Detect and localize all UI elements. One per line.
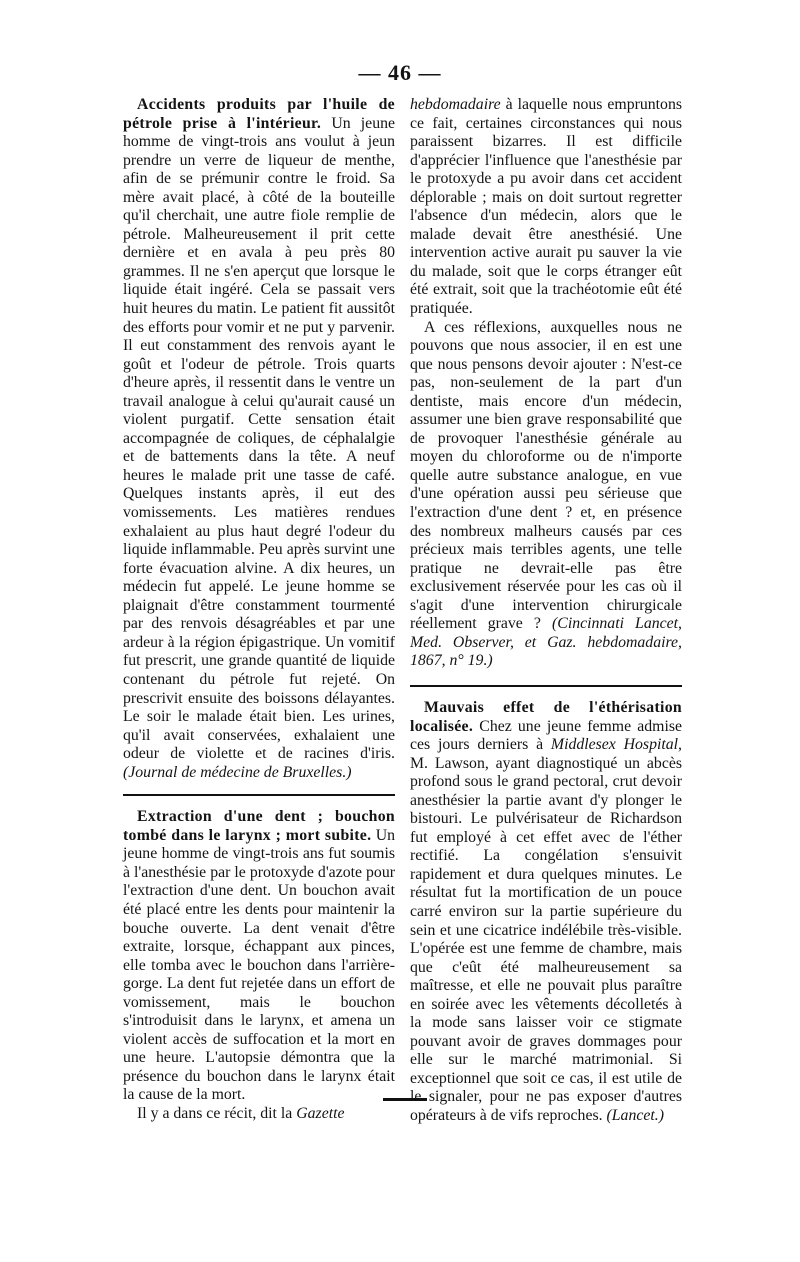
continuation-text: à laquelle nous empruntons ce fait, certaines circonstances qui nous paraissent bizarres. Il est difficile d'apprécier l'influence que l'anesthésie par le protoxyde a pu avoir dans cet accident déplorable ; mais on doit surtout regretter l'absence d'un médecin, alors que le malade devait être anesthésié. Une intervention active aurait pu sauver la vie du malade, soit que le corps étranger eût été extrait, soit que la trachéotomie eût été pratiquée. <box>410 96 682 318</box>
page-number: — 46 — <box>358 60 442 85</box>
continuation-journal: hebdomadaire <box>410 96 501 113</box>
section-divider <box>123 794 395 796</box>
article-body: M. Lawson, ayant diagnostiqué un abcès profond sous le grand pectoral, crut devoir anesthésier la partie avant d'y plonger le bistouri. Le pulvérisateur de Richardson fut employé à cet effet avec de l'éther rectifié. La congélation s'ensuivit rapidement et dura quelques minutes. Le résultat fut la mortification de un pouce carré environ sur la partie supérieure du sein et une cicatrice indélébile très-visible. L'opérée est une femme de chambre, mais que c'eût été malheureusement sa maîtresse, et elle ne pouvait plus paraître en soirée avec les vêtements décolletés à la mode sans laisser voir ce stigmate pouvant avoir de graves dommages pour elle sur le marché matrimonial. Si exceptionnel que soit ce cas, il est utile de le signaler, pour ne pas exposer d'autres opérateurs à de vifs reproches. <box>410 754 682 1124</box>
article-intro: Chez une jeune femme admise ces jours derniers à <box>410 717 683 754</box>
article-petrole <box>123 96 395 782</box>
reflection-sources: (Cincinnati Lancet, Med. Observer, et Gaz. hebdomadaire, 1867, n° 19.) <box>410 615 682 670</box>
left-column <box>123 96 395 1124</box>
reflection-paragraph <box>410 319 682 671</box>
section-divider <box>410 685 682 687</box>
closing-text: Il y a dans ce récit, dit la <box>137 1104 293 1122</box>
continuation-paragraph <box>410 96 682 319</box>
article-source: (Lancet.) <box>606 1106 664 1124</box>
article-title: Mauvais effet de l'éthérisation localisée. <box>410 698 682 735</box>
right-column <box>410 96 682 1126</box>
article-extraction <box>123 808 395 1105</box>
article-etherisation <box>410 699 682 1126</box>
article-body: Un jeune homme de vingt-trois ans voulut à jeun prendre un verre de liqueur de menthe, afin de se prémunir contre le froid. Sa mère avait placé, à côté de la bouteille qu'il cherchait, une autre fiole remplie de pétrole. Malheureusement il prit cette dernière et en avala à peu près 80 grammes. Il ne s'en aperçut que lorsque le liquide était ingéré. Cela se passait vers huit heures du matin. Le patient fit aussitôt des efforts pour vomir et ne put y parvenir. Il eut constamment des renvois ayant le goût et l'odeur de pétrole. Trois quarts d'heure après, il ressentit dans le ventre un travail analogue à celui qu'aurait causé un violent purgatif. Cette sensation était accompagnée de coliques, de céphalalgie et de battements dans la tête. A neuf heures le malade prit une tasse de café. Quelques instants après, il eut des vomissements. Les matières rendues exhalaient au plus haut degré l'odeur du liquide inflammable. Peu après survint une forte évacuation alvine. A dix heures, un médecin fut appelé. Le jeune homme se plaignait d'être constamment tourmenté par des renvois désagréables et par une ardeur à la région épigastrique. Un vomitif fut prescrit, une grande quantité de liquide contenant du pétrole fut rejeté. On prescrivit ensuite des boissons délayantes. Le soir le malade était bien. Les urines, qu'il avait conservées, exhalaient une odeur de violette et de racines d'iris. <box>123 114 396 763</box>
end-rule <box>383 1098 427 1101</box>
article-title: Accidents produits par l'huile de pétrole prise à l'intérieur. <box>123 96 395 132</box>
hospital-name: Middlesex Hospital, <box>550 736 682 754</box>
article-source: (Journal de médecine de Bruxelles.) <box>123 763 352 781</box>
article-closing <box>123 1105 395 1124</box>
article-body: Un jeune homme de vingt-trois ans fut soumis à l'anesthésie par le protoxyde d'azote pour l'extraction d'une dent. Un bouchon avait été placé entre les dents pour maintenir la bouche ouverte. La dent venait d'être extraite, lorsque, échappant aux pinces, elle tomba avec le bouchon dans l'arrière-gorge. La dent fut rejetée dans un effort de vomissement, mais le bouchon s'introduisit dans le larynx, et amena un violent accès de suffocation et la mort en une heure. L'autopsie démontra que la présence du bouchon dans le larynx était la cause de la mort. <box>123 826 395 1104</box>
article-title: Extraction d'une dent ; bouchon tombé dans le larynx ; mort subite. <box>123 808 395 844</box>
closing-journal: Gazette <box>296 1104 345 1122</box>
reflection-text: A ces réflexions, auxquelles nous ne pouvons que nous associer, il en est une que nous pensons devoir ajouter : N'est-ce pas, non-seulement de la part d'un dentiste, mais encore d'un médecin, assumer une bien grave responsabilité que de provoquer l'anesthésie générale au moyen du chloroforme ou de n'importe quelle autre substance analogue, en vue d'une opération aussi peu sérieuse que l'extraction d'une dent ? et, en présence des nombreux malheurs causés par ces précieux mais terribles agents, une telle pratique ne devrait-elle pas être exclusivement réservée pour les cas où il s'agit d'une intervention chirurgicale réellement grave ? <box>410 318 682 633</box>
